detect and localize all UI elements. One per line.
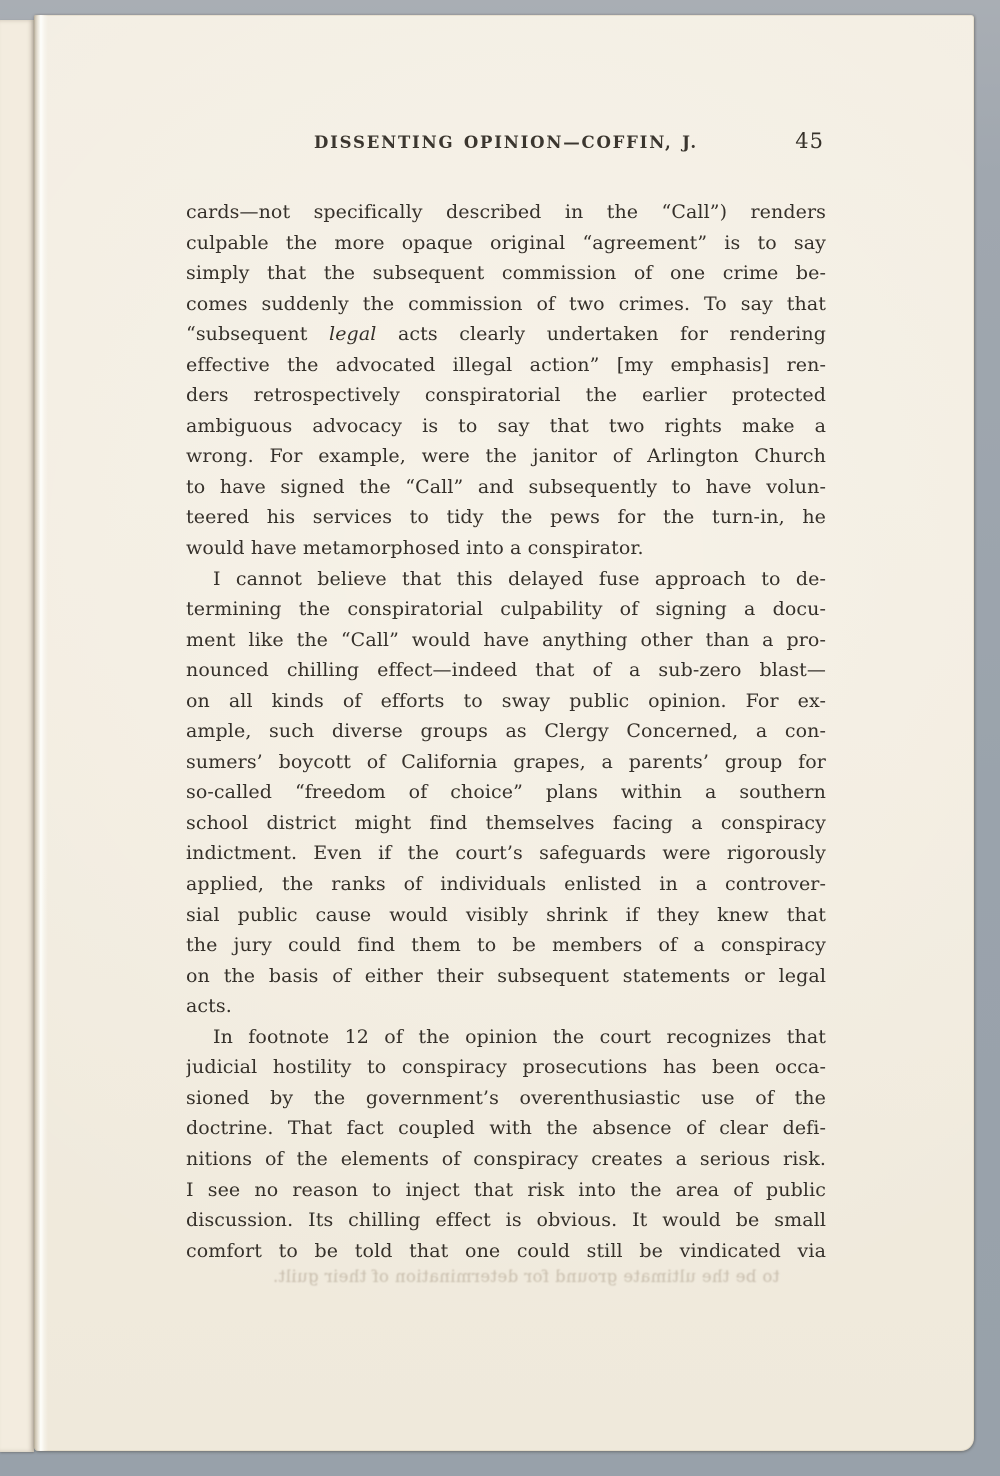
page-number: 45 xyxy=(795,129,824,153)
text-line: sial public cause would visibly shrink if they knew that xyxy=(186,903,826,926)
text-segment: acts clearly undertaken for rendering xyxy=(376,323,826,346)
text-line: judicial hostility to conspiracy prosecutions has been occa- xyxy=(186,1056,826,1079)
header-title: DISSENTING OPINION—COFFIN, J. xyxy=(314,133,698,152)
text-line: ment like the “Call” would have anything other than a pro- xyxy=(186,628,826,651)
text-line: sioned by the government’s overenthusiastic use of the xyxy=(186,1086,826,1109)
text-line: wrong. For example, were the janitor of Arlington Church xyxy=(186,445,826,468)
bleed-through-text: to be the ultimate ground for determination of their guilt. xyxy=(272,1267,780,1286)
text-line: acts. xyxy=(186,995,232,1018)
text-line: comes suddenly the commission of two crimes. To say that xyxy=(186,292,826,315)
text-line: sumers’ boycott of California grapes, a parents’ group for xyxy=(186,750,826,773)
text-line: nounced chilling effect—indeed that of a sub-zero blast— xyxy=(186,659,826,682)
text-line: teered his services to tidy the pews for the turn-in, he xyxy=(186,506,826,529)
text-line: discussion. Its chilling effect is obvious. It would be small xyxy=(186,1209,826,1232)
text-line: culpable the more opaque original “agreement” is to say xyxy=(186,231,826,254)
text-line xyxy=(186,319,826,350)
text-line: on all kinds of efforts to sway public opinion. For ex- xyxy=(186,689,826,712)
text-line: cards—not specifically described in the “Call”) renders xyxy=(186,201,826,223)
text-line: effective the advocated illegal action” [my emphasis] ren- xyxy=(186,353,826,376)
text-line: doctrine. That fact coupled with the absence of clear defi- xyxy=(186,1117,826,1140)
running-head xyxy=(186,129,826,153)
text-line: I see no reason to inject that risk into the area of public xyxy=(186,1178,826,1201)
gutter-crease xyxy=(34,15,48,1451)
text-line: simply that the subsequent commission of one crime be- xyxy=(186,262,826,285)
text-line: indictment. Even if the court’s safeguards were rigorously xyxy=(186,842,826,865)
text-line: termining the conspiratorial culpability of signing a docu- xyxy=(186,598,826,621)
italic-text: legal xyxy=(329,323,377,346)
text-line: applied, the ranks of individuals enlisted in a controver- xyxy=(186,873,826,896)
text-line: I cannot believe that this delayed fuse approach to de- xyxy=(213,567,826,590)
text-line: ambiguous advocacy is to say that two rights make a xyxy=(186,414,826,437)
text-line: ders retrospectively conspiratorial the earlier protected xyxy=(186,384,826,407)
body-text xyxy=(186,197,826,1266)
text-line: nitions of the elements of conspiracy creates a serious risk. xyxy=(186,1147,826,1170)
page-content xyxy=(186,15,826,1451)
text-line: the jury could find them to be members of a conspiracy xyxy=(186,934,826,957)
text-line: school district might find themselves facing a conspiracy xyxy=(186,811,826,834)
text-line: to have signed the “Call” and subsequently to have volun- xyxy=(186,475,826,498)
text-line: would have metamorphosed into a conspirator. xyxy=(186,537,644,560)
text-line: ample, such diverse groups as Clergy Concerned, a con- xyxy=(186,720,826,743)
book-page xyxy=(34,15,974,1451)
text-segment: “subsequent xyxy=(186,323,330,346)
text-line: so-called “freedom of choice” plans within a southern xyxy=(186,781,826,804)
text-line: comfort to be told that one could still be vindicated via xyxy=(186,1239,826,1262)
text-line: on the basis of either their subsequent statements or legal xyxy=(186,964,826,987)
facing-page-edge xyxy=(0,20,34,1452)
text-line: In footnote 12 of the opinion the court recognizes that xyxy=(213,1025,826,1048)
